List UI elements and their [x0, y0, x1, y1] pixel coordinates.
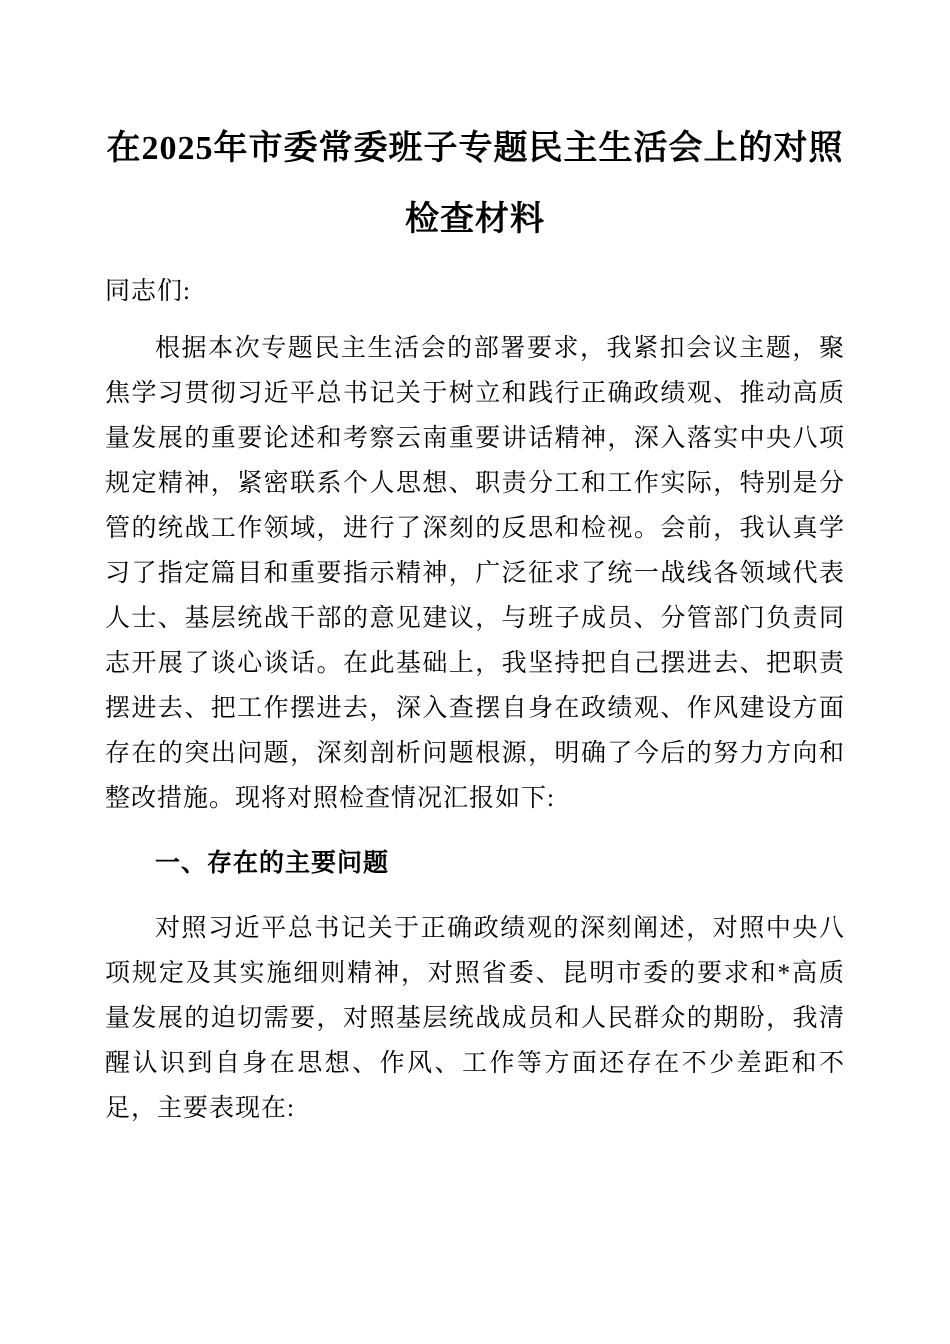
section1-intro-paragraph: 对照习近平总书记关于正确政绩观的深刻阐述，对照中央八项规定及其实施细则精神，对照省委、昆明市委的要求和*高质量发展的迫切需要，对照基层统战成员和人民群众的期盼，我清醒认识到自身在思想、作风、工作等方面还存在不少差距和不足，主要表现在:: [105, 915, 845, 1122]
section1-heading: 一、存在的主要问题: [155, 849, 390, 877]
intro-paragraph: 根据本次专题民主生活会的部署要求，我紧扣会议主题，聚焦学习贯彻习近平总书记关于树立和践行正确政绩观、推动高质量发展的重要论述和考察云南重要讲话精神，深入落实中央八项规定精神，紧密联系个人思想、职责分工和工作实际，特别是分管的统战工作领域，进行了深刻的反思和检视。会前，我认真学习了指定篇目和重要指示精神，广泛征求了统一战线各领域代表人士、基层统战干部的意见建议，与班子成员、分管部门负责同志开展了谈心谈话。在此基础上，我坚持把自己摆进去、把职责摆进去、把工作摆进去，深入查摆自身在政绩观、作风建设方面存在的突出问题，深刻剖析问题根源，明确了今后的努力方向和整改措施。现将对照检查情况汇报如下:: [105, 335, 845, 812]
document-title: 在2025年市委常委班子专题民主生活会上的对照检查材料: [106, 130, 844, 238]
salutation: 同志们:: [105, 278, 191, 305]
